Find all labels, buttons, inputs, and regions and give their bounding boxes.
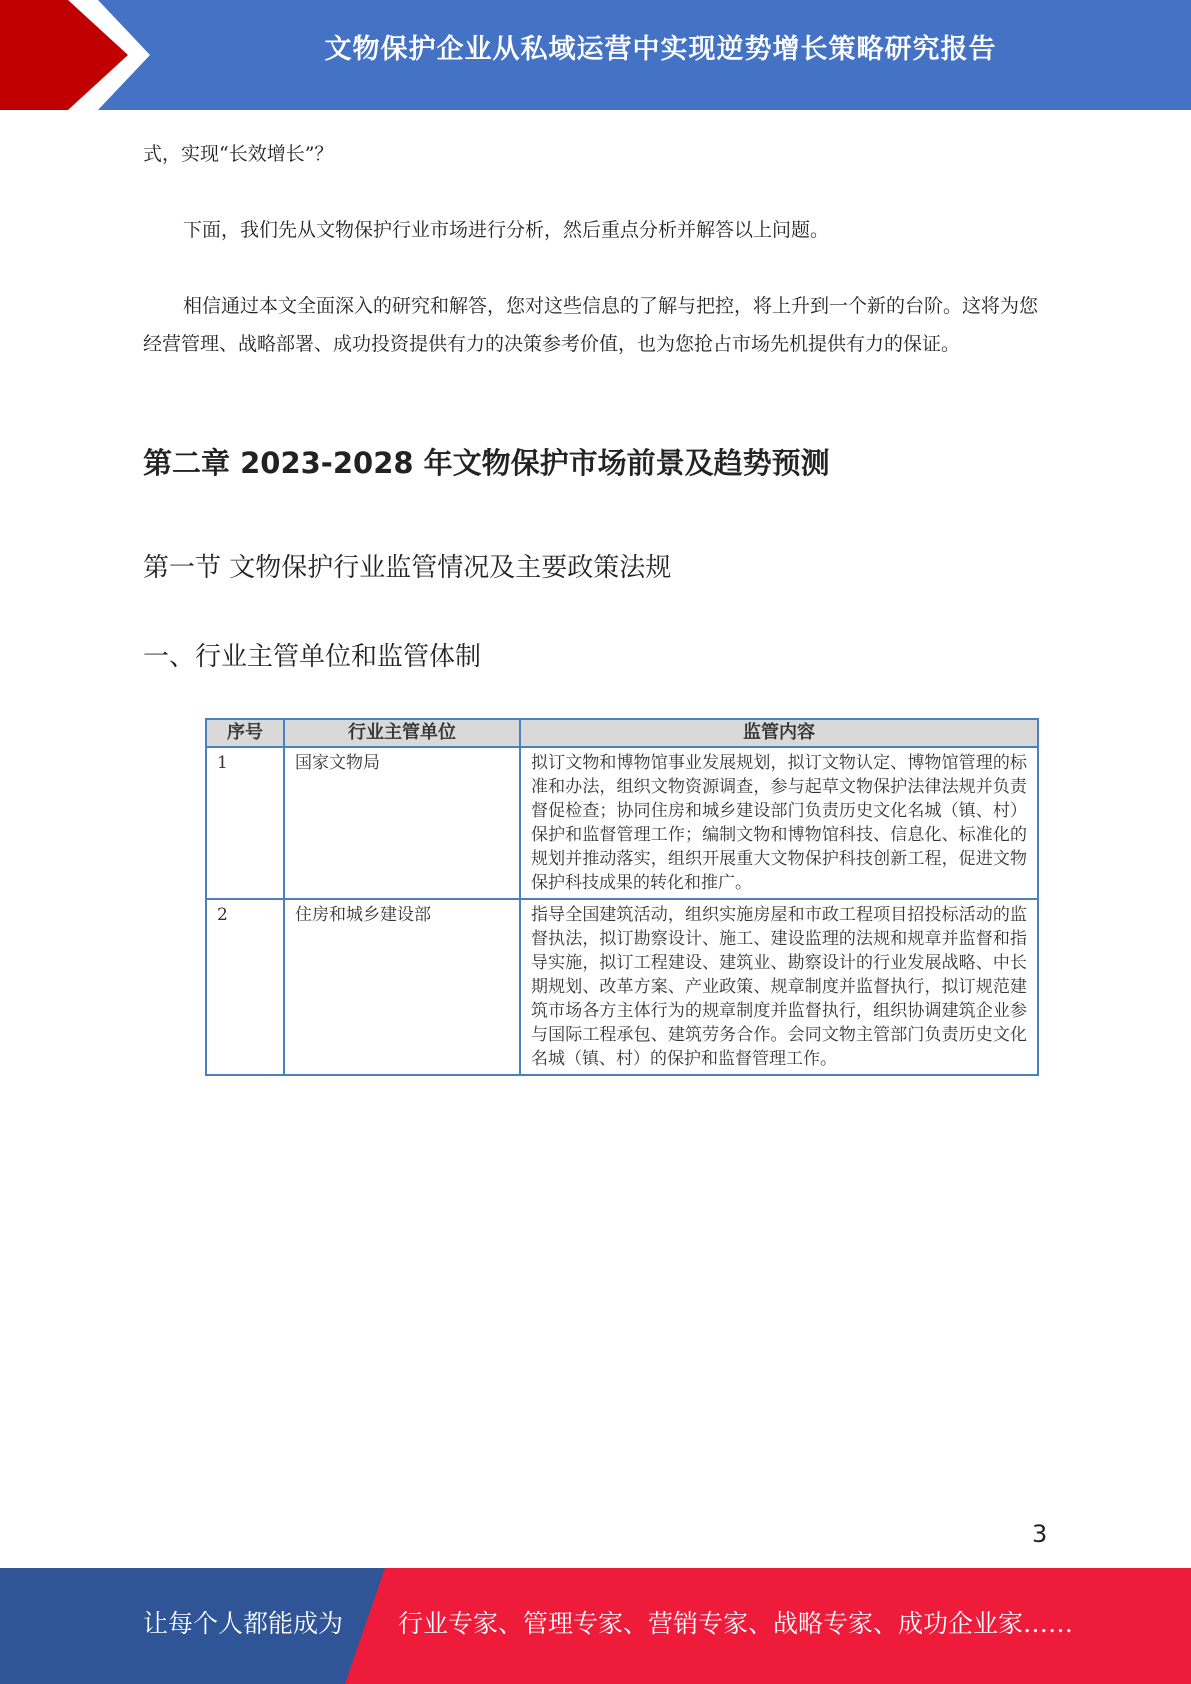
table-header-row <box>206 719 1038 747</box>
subsection-title: 一、行业主管单位和监管体制 <box>143 642 482 672</box>
header-unit: 行业主管单位 <box>284 719 520 747</box>
header-content: 监管内容 <box>520 719 1038 747</box>
header-no: 序号 <box>206 719 284 747</box>
regulator-table <box>205 718 1039 1076</box>
page-number: 3 <box>1032 1520 1048 1548</box>
table-row <box>206 747 1038 899</box>
paragraph-3: 相信通过本文全面深入的研究和解答，您对这些信息的了解与把控，将上升到一个新的台阶。这将为您经营管理、战略部署、成功投资提供有力的决策参考价值，也为您抢占市场先机提供有力的保证。 <box>143 295 1039 355</box>
row-content: 指导全国建筑活动，组织实施房屋和市政工程项目招投标活动的监督执法，拟订勘察设计、施工、建设监理的法规和规章并监督和指导实施，拟订工程建设、建筑业、勘察设计的行业发展战略、中长期规划、改革方案、产业政策、规章制度并监督执行，拟订规范建筑市场各方主体行为的规章制度并监督执行，组织协调建筑企业参与国际工程承包、建筑劳务合作。会同文物主管部门负责历史文化名城（镇、村）的保护和监督管理工作。 <box>520 899 1038 1075</box>
paragraph-2: 下面，我们先从文物保护行业市场进行分析，然后重点分析并解答以上问题。 <box>183 219 830 241</box>
row-no: 2 <box>206 899 284 1075</box>
body-content <box>143 135 1048 363</box>
section-title: 第一节 文物保护行业监管情况及主要政策法规 <box>143 553 672 583</box>
footer-banner <box>0 1568 1191 1684</box>
footer-slogan-right: 行业专家、管理专家、营销专家、战略专家、成功企业家…… <box>398 1609 1074 1638</box>
header-title: 文物保护企业从私域运营中实现逆势增长策略研究报告 <box>324 34 997 65</box>
paragraph-1: 式，实现“长效增长”？ <box>143 143 334 165</box>
header-chevron-decoration <box>0 0 150 110</box>
chapter-title: 第二章 2023-2028 年文物保护市场前景及趋势预测 <box>143 446 830 480</box>
header-banner <box>0 0 1191 110</box>
table-row <box>206 899 1038 1075</box>
row-unit: 国家文物局 <box>284 747 520 899</box>
row-no: 1 <box>206 747 284 899</box>
row-content: 拟订文物和博物馆事业发展规划，拟订文物认定、博物馆管理的标准和办法，组织文物资源调查，参与起草文物保护法律法规并负责督促检查；协同住房和城乡建设部门负责历史文化名城（镇、村）保护和监督管理工作；编制文物和博物馆科技、信息化、标准化的规划并推动落实，组织开展重大文物保护科技创新工程，促进文物保护科技成果的转化和推广。 <box>520 747 1038 899</box>
footer-slogan-left: 让每个人都能成为 <box>143 1609 344 1638</box>
row-unit: 住房和城乡建设部 <box>284 899 520 1075</box>
